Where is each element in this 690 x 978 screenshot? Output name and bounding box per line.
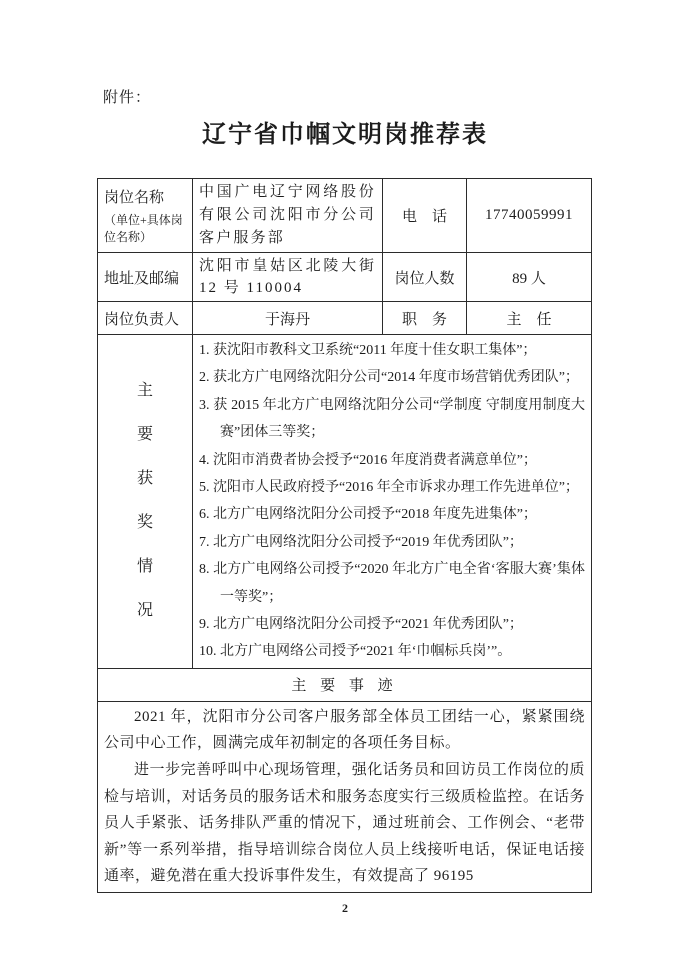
phone-value-cell: 17740059991 [467,179,592,253]
page-number: 2 [342,901,348,915]
post-name-label: 岗位名称 [104,190,165,206]
award-list-item: 6. 北方广电网络沈阳分公司授予“2018 年度先进集体”； [199,507,537,523]
table-row [98,302,592,335]
address-label-cell: 地址及邮编 [98,253,193,302]
attachment-label: 附件： [103,90,152,106]
headcount-label-cell: 岗位人数 [383,253,467,302]
award-list-item: 10. 北方广电网络公司授予“2021 年‘巾帼标兵岗’”。 [199,644,512,660]
award-list-item: 7. 北方广电网络沈阳分公司授予“2019 年优秀团队”； [199,534,523,550]
award-list-item: 3. 获 2015 年北方广电网络沈阳分公司“学制度 守制度用制度大赛”团体三等奖； [199,397,585,441]
post-name-sublabel: （单位+具体岗位名称） [104,213,183,244]
post-name-label-cell [98,179,193,253]
table-row [98,701,592,892]
leader-value-cell: 于海丹 [193,302,383,335]
table-row [98,179,592,253]
deeds-paragraph: 2021 年，沈阳市分公司客户服务部全体员工团结一心，紧紧围绕公司中心工作，圆满完成年初制定的各项任务目标。 [104,708,585,752]
award-list-item: 8. 北方广电网络公司授予“2020 年北方广电全省‘客服大赛’集体一等奖”； [199,562,585,605]
address-value-cell: 沈阳市皇姑区北陵大街12 号 110004 [193,253,383,302]
duty-label-cell: 职 务 [383,302,467,335]
phone-label-cell: 电 话 [383,179,467,253]
leader-label-cell: 岗位负责人 [98,302,193,335]
post-name-value-cell: 中国广电辽宁网络股份有限公司沈阳市分公司客户服务部 [193,179,383,253]
award-list-item: 5. 沈阳市人民政府授予“2016 年全市诉求办理工作先进单位”； [199,480,579,496]
recommendation-form-table [97,178,592,893]
award-list-item: 4. 沈阳市消费者协会授予“2016 年度消费者满意单位”； [199,452,537,468]
table-row [98,668,592,701]
award-list-item: 1. 获沈阳市教科文卫系统“2011 年度十佳女职工集体”； [199,343,537,358]
deeds-text-cell [98,701,592,892]
awards-section-label: 主要获奖情况 [136,382,153,620]
headcount-value-cell: 89 人 [467,253,592,302]
table-row [98,335,592,669]
duty-value-cell: 主 任 [467,302,592,335]
table-row [98,253,592,302]
awards-list-cell [193,335,592,669]
award-list-item: 9. 北方广电网络沈阳分公司授予“2021 年优秀团队”； [199,617,523,633]
award-list-item: 2. 获北方广电网络沈阳分公司“2014 年度市场营销优秀团队”； [199,370,579,386]
deeds-section-header: 主 要 事 迹 [98,668,592,701]
deeds-paragraph: 进一步完善呼叫中心现场管理，强化话务员和回访员工作岗位的质检与培训，对话务员的服务话术和服务态度实行三级质检监控。在话务员人手紧张、话务排队严重的情况下，通过班前会、工作例会、“老带新”等一系列举措，指导培训综合岗位人员上线接听电话，保证电话接通率，避免潜在重大投诉事件发生，有效提高了 96195 [104,762,585,885]
page-title: 辽宁省巾帼文明岗推荐表 [202,122,488,148]
awards-section-label-cell [98,335,193,669]
